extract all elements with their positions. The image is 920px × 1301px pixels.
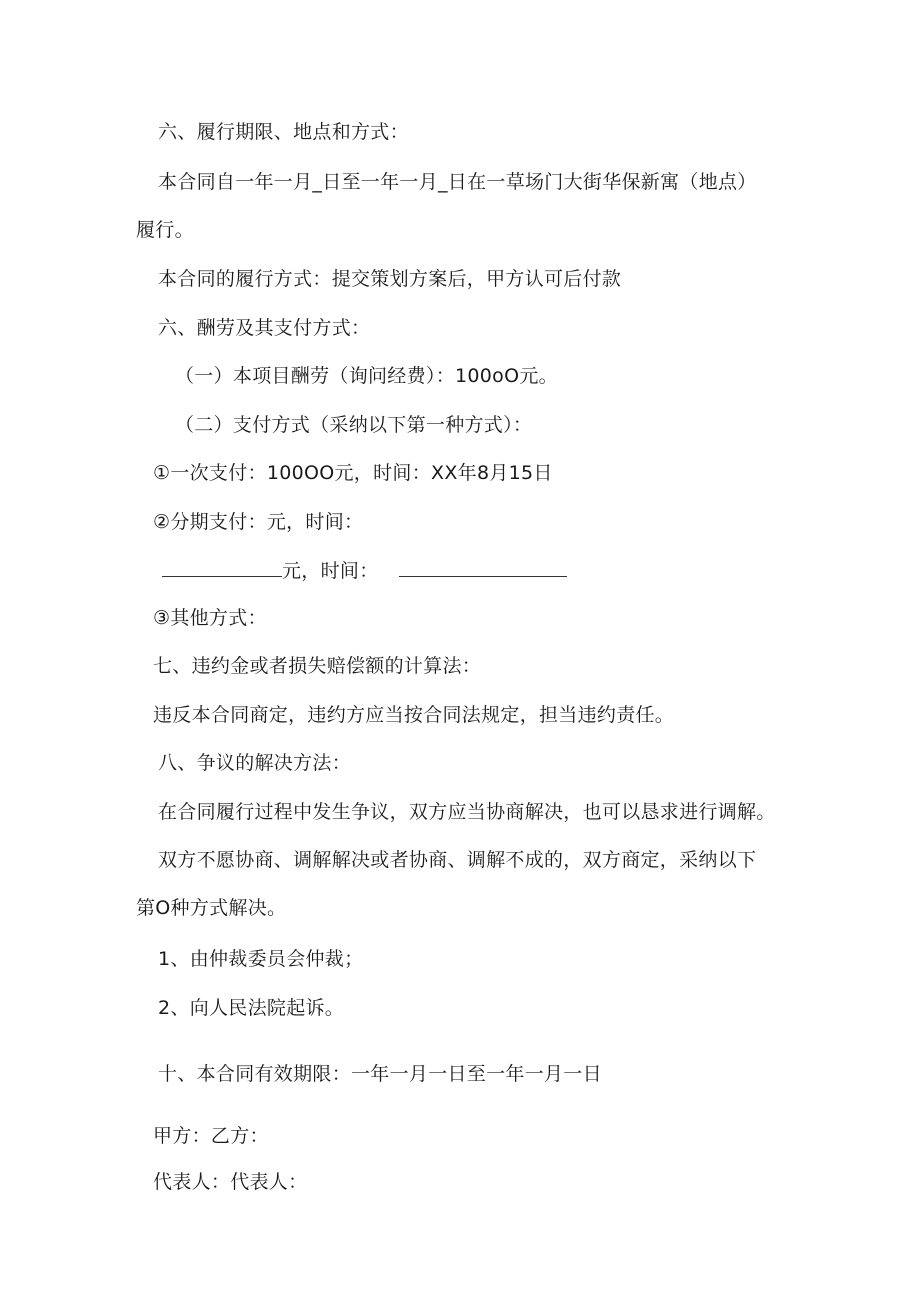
- section-7-title: 七、违约金或者损失赔偿额的计算法：: [153, 655, 482, 677]
- fee-amount: （一）本项目酬劳（询问经费）：100oO元。: [175, 365, 558, 387]
- payment-option-1: ①一次支付：100OO元，时间：XX年8月15日: [153, 462, 553, 484]
- installment-blank-line: [162, 558, 567, 583]
- section-8-body2-line-2: 第O种方式解决。: [136, 897, 287, 919]
- payment-option-2: ②分期支付：元，时间：: [153, 511, 364, 533]
- time-blank: [399, 558, 567, 577]
- performance-method: 本合同的履行方式：提交策划方案后，甲方认可后付款: [158, 268, 622, 290]
- dispute-option-2: 2、向人民法院起诉。: [158, 997, 345, 1019]
- performance-place-line-2: 履行。: [136, 219, 194, 241]
- section-8-title: 八、争议的解决方法：: [158, 752, 352, 774]
- amount-blank: [162, 558, 282, 577]
- section-6b-title: 六、酬劳及其支付方式：: [158, 317, 371, 339]
- section-7-body: 违反本合同商定，违约方应当按合同法规定，担当违约责任。: [153, 704, 675, 726]
- party-labels: 甲方：乙方：: [153, 1125, 269, 1147]
- section-8-body2-line-1: 双方不愿协商、调解解决或者协商、调解不成的，双方商定，采纳以下: [158, 849, 757, 871]
- dispute-option-1: 1、由仲裁委员会仲裁；: [158, 948, 364, 970]
- installment-unit-label: 元，时间：: [282, 560, 379, 582]
- section-10-validity: 十、本合同有效期限：一年一月一日至一年一月一日: [158, 1063, 602, 1085]
- section-6-title: 六、履行期限、地点和方式：: [158, 121, 409, 143]
- performance-place-line-1: 本合同自一年一月_日至一年一月_日在一草场门大街华保新寓（地点）: [158, 171, 757, 193]
- section-8-body: 在合同履行过程中发生争议，双方应当协商解决，也可以恳求进行调解。: [158, 801, 776, 823]
- representative-labels: 代表人：代表人：: [153, 1171, 308, 1193]
- payment-option-3: ③其他方式：: [153, 607, 267, 629]
- payment-method-title: （二）支付方式（采纳以下第一种方式）：: [175, 414, 533, 436]
